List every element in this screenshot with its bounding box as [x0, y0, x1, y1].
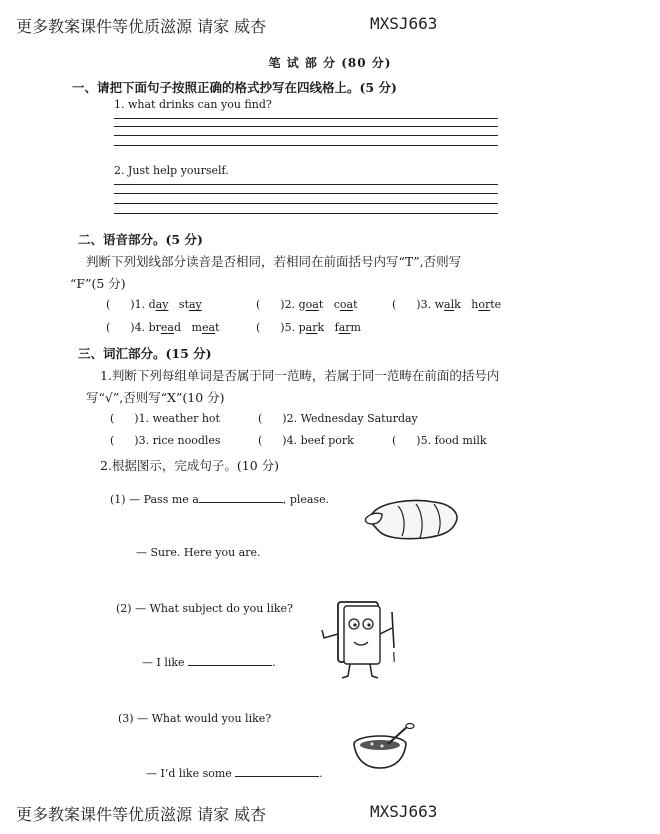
grid-line [114, 213, 498, 214]
section2-instruction-1: 判断下列划线部分读音是否相同，若相同在前面括号内写“T”,否则写 [86, 254, 462, 269]
section1-q2: 2. Just help yourself. [114, 164, 229, 177]
picture-q2-line-a: (2) — What subject do you like? [116, 602, 293, 615]
picture-q1-line-a: (1) — Pass me a , please. [110, 493, 330, 506]
grid-line [114, 135, 498, 136]
category-item-5: ( )5. food milk [392, 434, 487, 447]
picture-q1-line-b: — Sure. Here you are. [136, 546, 261, 559]
phonics-word: stay [178, 298, 202, 311]
grid-line [114, 203, 498, 204]
grid-line [114, 193, 498, 194]
bread-icon [362, 496, 462, 548]
phonics-word: horte [471, 298, 502, 311]
phonics-word: park [298, 321, 325, 334]
soup-bowl-icon [350, 722, 416, 772]
category-item-3: ( )3. rice noodles [110, 434, 221, 447]
header-code: MXSJ663 [370, 14, 438, 33]
section3-part1-line2: 写“√”,否则写“X”(10 分) [86, 390, 225, 405]
phonics-item-5: ( )5. park farm [256, 321, 361, 334]
category-item-1: ( )1. weather hot [110, 412, 220, 425]
picture-q3-line-a: (3) — What would you like? [118, 712, 272, 725]
grid-line [114, 126, 498, 127]
grid-line [114, 184, 498, 185]
phonics-word: goat [298, 298, 324, 311]
book-character-icon [318, 598, 408, 682]
section3-part1-line1: 1.判断下列每组单词是否属于同一范畴，若属于同一范畴在前面的括号内 [100, 368, 500, 383]
category-item-4: ( )4. beef pork [258, 434, 354, 447]
section1-q1: 1. what drinks can you find? [114, 98, 272, 111]
phonics-word: walk [434, 298, 461, 311]
section3-title: 三、词汇部分。(15 分) [78, 346, 212, 361]
answer-blank[interactable] [235, 776, 319, 777]
phonics-word: day [148, 298, 169, 311]
section3-part2-title: 2.根据图示，完成句子。(10 分) [100, 458, 280, 473]
section2-title: 二、语音部分。(5 分) [78, 232, 203, 247]
phonics-item-4: ( )4. bread meat [106, 321, 220, 334]
picture-q2-line-b: — I like . [142, 656, 276, 669]
phonics-item-3: ( )3. walk horte [392, 298, 502, 311]
phonics-word: coat [333, 298, 358, 311]
paper-title: 笔 试 部 分 (80 分) [268, 56, 392, 70]
phonics-item-1: ( )1. day stay [106, 298, 202, 311]
grid-line [114, 145, 498, 146]
answer-blank[interactable] [188, 665, 272, 666]
header-banner: 更多教案课件等优质滋源 请家 威杏 [16, 17, 267, 36]
grid-line [114, 118, 498, 119]
picture-q3-line-b: — I’d like some . [146, 767, 323, 780]
footer-code: MXSJ663 [370, 802, 438, 821]
section1-title: 一、请把下面句子按照正确的格式抄写在四线格上。(5 分) [72, 80, 397, 95]
footer-banner: 更多教案课件等优质滋源 请家 威杏 [16, 805, 267, 824]
phonics-word: bread [148, 321, 182, 334]
phonics-word: farm [334, 321, 361, 334]
section2-instruction-2: “F”(5 分) [70, 276, 126, 291]
phonics-word: meat [191, 321, 220, 334]
answer-blank[interactable] [199, 502, 283, 503]
category-item-2: ( )2. Wednesday Saturday [258, 412, 418, 425]
phonics-item-2: ( )2. goat coat [256, 298, 358, 311]
